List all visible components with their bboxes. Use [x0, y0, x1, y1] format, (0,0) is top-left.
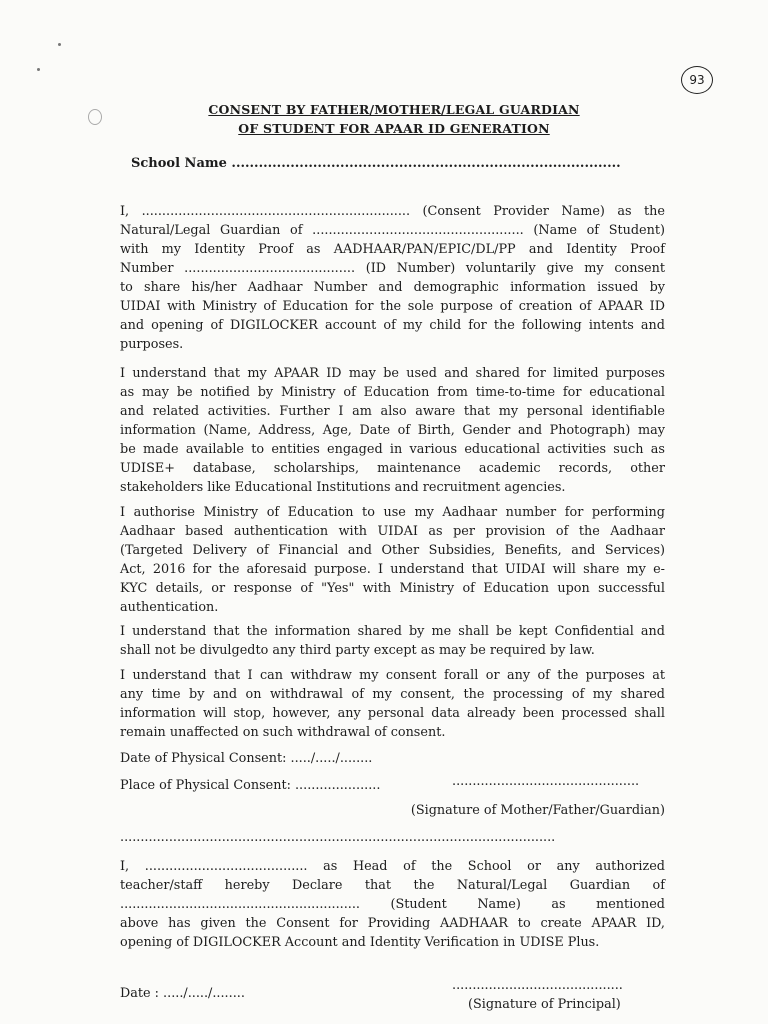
para1-line: to share his/her Aadhaar Number and demographic information issued by [120, 280, 665, 295]
para2-line: be made available to entities engaged in various educational activities such as [120, 442, 665, 457]
para6-line: ........................................................... (Student Name) as mentioned [120, 897, 665, 912]
para5-line: any time by and on withdrawal of my consent, the processing of my shared [120, 687, 665, 702]
scan-speck [58, 43, 61, 46]
principal-signature-label: (Signature of Principal) [468, 997, 621, 1012]
para1-line: Number .......................................... (ID Number) voluntarily give my consent [120, 261, 665, 276]
para6-line: I, ........................................ as Head of the School or any authorized [120, 859, 665, 874]
para3-line: I authorise Ministry of Education to use my Aadhaar number for performing [120, 505, 665, 520]
para6-line: teacher/staff hereby Declare that the Natural/Legal Guardian of [120, 878, 665, 893]
para1-line: Natural/Legal Guardian of .................................................... (Name of Student) [120, 223, 665, 238]
para3-line: Aadhaar based authentication with UIDAI as per provision of the Aadhaar [120, 524, 665, 539]
para5-line: I understand that I can withdraw my consent forall or any of the purposes at [120, 668, 665, 683]
para2-line: information (Name, Address, Age, Date of Birth, Gender and Photograph) may [120, 423, 665, 438]
para1-line: I, .................................................................. (Consent Provider Name) as the [120, 204, 665, 219]
para4-line: I understand that the information shared by me shall be kept Confidential and [120, 624, 665, 639]
para2-line: I understand that my APAAR ID may be used and shared for limited purposes [120, 366, 665, 381]
para2-line: UDISE+ database, scholarships, maintenance academic records, other [120, 461, 665, 476]
place-of-physical-consent: Place of Physical Consent: ..................... [120, 778, 381, 793]
para1-line: UIDAI with Ministry of Education for the sole purpose of creation of APAAR ID [120, 299, 665, 314]
para5-line: remain unaffected on such withdrawal of consent. [120, 725, 446, 740]
para1-line: purposes. [120, 337, 184, 352]
para3-line: authentication. [120, 600, 219, 615]
para4-line: shall not be divulgedto any third party except as may be required by law. [120, 643, 595, 658]
punch-hole-mark [88, 109, 102, 125]
guardian-signature-line: .............................................. [452, 774, 640, 789]
school-name-field: School Name ...................................................................................... [131, 156, 621, 171]
date-field: Date : ...../...../........ [120, 986, 245, 1001]
para3-line: (Targeted Delivery of Financial and Other Subsidies, Benefits, and Services) [120, 543, 665, 558]
page-number-circle: 93 [681, 66, 713, 94]
separator-dotted-line: ........................................................................................................... [120, 830, 556, 845]
para2-line: stakeholders like Educational Institutions and recruitment agencies. [120, 480, 566, 495]
date-of-physical-consent: Date of Physical Consent: ...../...../........ [120, 751, 373, 766]
para6-line: above has given the Consent for Providing AADHAAR to create APAAR ID, [120, 916, 665, 931]
para1-line: with my Identity Proof as AADHAAR/PAN/EPIC/DL/PP and Identity Proof [120, 242, 665, 257]
guardian-signature-label: (Signature of Mother/Father/Guardian) [410, 803, 665, 818]
para1-line: and opening of DIGILOCKER account of my child for the following intents and [120, 318, 665, 333]
para6-line: opening of DIGILOCKER Account and Identity Verification in UDISE Plus. [120, 935, 600, 950]
title-line-2: OF STUDENT FOR APAAR ID GENERATION [238, 121, 550, 136]
para2-line: as may be notified by Ministry of Education from time-to-time for educational [120, 385, 665, 400]
para3-line: KYC details, or response of "Yes" with Ministry of Education upon successful [120, 581, 665, 596]
para5-line: information will stop, however, any personal data already been processed shall [120, 706, 665, 721]
scan-speck [37, 68, 40, 71]
principal-signature-line: .......................................... [452, 978, 623, 993]
title-line-1: CONSENT BY FATHER/MOTHER/LEGAL GUARDIAN [208, 102, 580, 117]
para2-line: and related activities. Further I am also aware that my personal identifiable [120, 404, 665, 419]
para3-line: Act, 2016 for the aforesaid purpose. I understand that UIDAI will share my e- [120, 562, 665, 577]
